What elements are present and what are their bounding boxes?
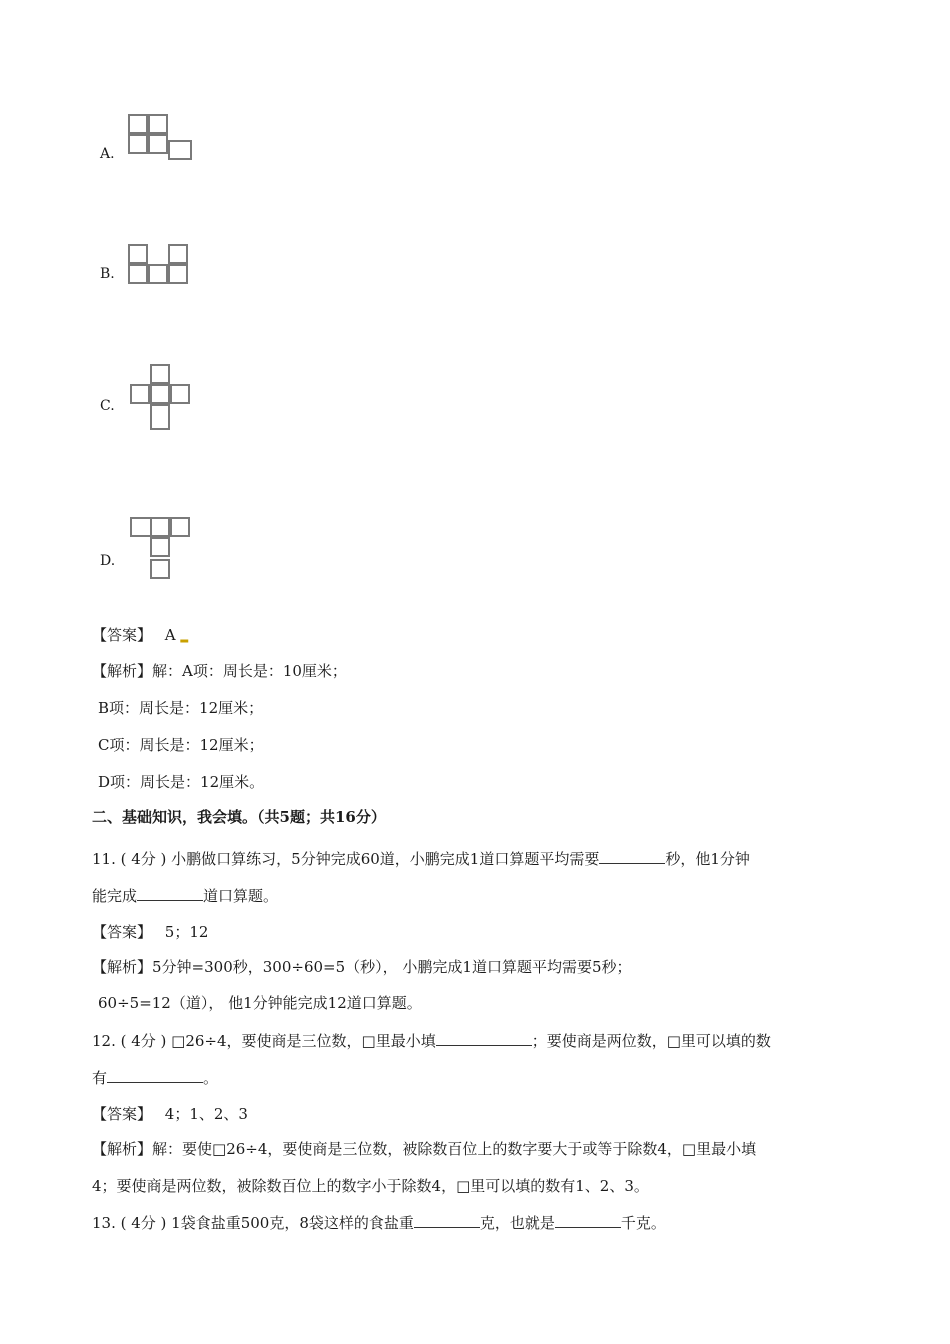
q10-analysis-b: B项：周长是：12厘米； [98, 699, 264, 717]
option-c[interactable] [100, 362, 196, 436]
q12-text-c: 有 [92, 1069, 108, 1087]
option-d-figure [126, 515, 196, 589]
q11-text-c: 能完成 [92, 887, 138, 905]
q10-answer [92, 624, 188, 645]
answer-tag: 【答案】 [92, 1105, 153, 1123]
square [148, 114, 168, 134]
q13-blank-1[interactable] [414, 1212, 480, 1228]
q12-text-d: 。 [203, 1069, 219, 1087]
square [148, 264, 168, 284]
square [150, 404, 170, 430]
option-d[interactable] [100, 515, 196, 589]
analysis-text: 解：要使□26÷4，要使商是三位数，被除数百位上的数字要大于或等于除数4，□里最小填 [152, 1140, 757, 1158]
q12-analysis-b: 4；要使商是两位数，被除数百位上的数字小于除数4，□里可以填的数有1、2、3。 [92, 1177, 649, 1195]
q11-answer [92, 921, 208, 942]
q11-question-cont [92, 885, 278, 906]
square [150, 517, 170, 537]
square [130, 384, 150, 404]
square [168, 264, 188, 284]
q12-answer [92, 1103, 248, 1124]
option-c-figure [126, 362, 196, 436]
answer-tag: 【答案】 [92, 923, 153, 941]
analysis-text: 5分钟=300秒，300÷60=5（秒）， 小鹏完成1道口算题平均需要5秒； [152, 958, 632, 976]
section-heading: 二、基础知识，我会填。（共5题；共16分） [92, 808, 386, 826]
square [128, 114, 148, 134]
square [170, 517, 190, 537]
square [170, 384, 190, 404]
analysis-tag: 【解析】 [92, 662, 153, 680]
answer-tag: 【答案】 [92, 626, 153, 644]
q10-analysis-c: C项：周长是：12厘米； [98, 736, 264, 754]
analysis-tag: 【解析】 [92, 958, 153, 976]
q11-analysis-b: 60÷5=12（道）， 他1分钟能完成12道口算题。 [98, 994, 422, 1012]
q11-analysis [92, 956, 632, 977]
option-b-label: B. [100, 266, 115, 282]
q11-text-b: 秒，他1分钟 [665, 850, 750, 868]
q12-blank-2[interactable] [107, 1067, 203, 1083]
q11-question [92, 848, 750, 869]
answer-text: 4；1、2、3 [164, 1105, 248, 1123]
square [130, 517, 152, 537]
q13-text-c: 千克。 [620, 1214, 666, 1232]
square [150, 364, 170, 384]
q12-blank-1[interactable] [436, 1030, 532, 1046]
square [128, 264, 148, 284]
q10-analysis [92, 660, 347, 681]
marker-dot: ▂ [180, 632, 189, 643]
square [168, 140, 192, 160]
q13-blank-2[interactable] [555, 1212, 621, 1228]
analysis-text: 解：A项：周长是：10厘米； [152, 662, 347, 680]
q11-text-d: 道口算题。 [203, 887, 279, 905]
option-a-label: A. [100, 146, 115, 162]
option-c-label: C. [100, 398, 115, 414]
q11-text-a: 11. ( 4分 ) 小鹏做口算练习，5分钟完成60道，小鹏完成1道口算题平均需要 [92, 850, 600, 868]
square [148, 134, 168, 154]
square [128, 134, 148, 154]
q10-analysis-d: D项：周长是：12厘米。 [98, 773, 265, 791]
q12-question-cont [92, 1067, 218, 1088]
q13-text-a: 13. ( 4分 ) 1袋食盐重500克，8袋这样的食盐重 [92, 1214, 414, 1232]
q11-blank-2[interactable] [137, 885, 203, 901]
q12-analysis [92, 1138, 756, 1159]
q12-text-b: ；要使商是两位数，□里可以填的数 [531, 1032, 771, 1050]
q12-text-a: 12. ( 4分 ) □26÷4，要使商是三位数，□里最小填 [92, 1032, 436, 1050]
q11-blank-1[interactable] [599, 848, 665, 864]
square [150, 559, 170, 579]
q13-text-b: 克，也就是 [479, 1214, 555, 1232]
option-d-label: D. [100, 553, 116, 569]
q12-question [92, 1030, 771, 1051]
square [168, 244, 188, 264]
square [150, 537, 170, 557]
option-b-figure [126, 242, 196, 294]
option-a[interactable] [100, 112, 196, 164]
option-b[interactable] [100, 242, 196, 294]
square [150, 384, 170, 404]
answer-text: A [164, 626, 176, 644]
square [128, 244, 148, 264]
q13-question [92, 1212, 666, 1233]
option-a-figure [126, 112, 196, 164]
analysis-tag: 【解析】 [92, 1140, 153, 1158]
answer-text: 5；12 [164, 923, 209, 941]
